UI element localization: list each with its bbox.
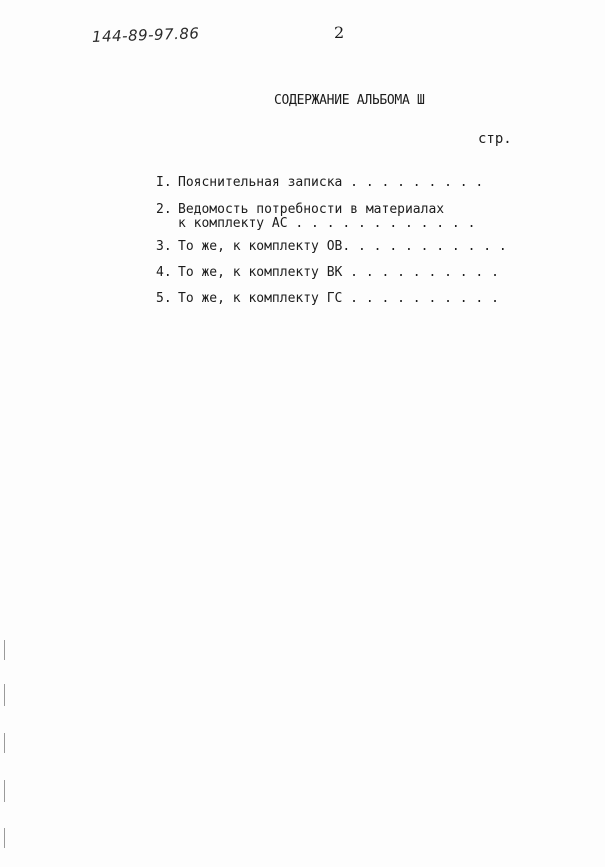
toc-item-text: То же, к комплекту ГС . . . . . . . . . . (178, 291, 499, 306)
toc-item-text: То же, к комплекту ВК . . . . . . . . . . (178, 265, 499, 280)
binding-mark (4, 640, 5, 660)
toc-item (156, 240, 507, 254)
toc-item-number: 5. (156, 291, 172, 306)
toc-item-number: 2. (156, 202, 172, 217)
pages-column-label: стр. (478, 131, 512, 147)
binding-mark (4, 828, 5, 848)
toc-item-text: То же, к комплекту ОВ. . . . . . . . . . . (178, 239, 507, 254)
toc-item-text: Пояснительная записка . . . . . . . . . (178, 175, 484, 190)
binding-mark (4, 733, 5, 753)
page-title: СОДЕРЖАНИЕ АЛЬБОМА Ш (274, 93, 425, 108)
toc-item-text: Ведомость потребности в материалах к комплекту АС . . . . . . . . . . . . (178, 202, 476, 231)
toc-item-number: 3. (156, 239, 172, 254)
page-number: 2 (334, 23, 345, 42)
binding-mark (4, 780, 5, 802)
binding-mark (4, 684, 5, 706)
document-code: 144-89-97.86 (91, 24, 200, 46)
toc-item (156, 292, 499, 306)
toc-item (156, 266, 499, 280)
toc-item-number: I. (156, 175, 172, 190)
toc-item (156, 176, 483, 190)
toc-item (156, 203, 475, 231)
toc-item-number: 4. (156, 265, 172, 280)
